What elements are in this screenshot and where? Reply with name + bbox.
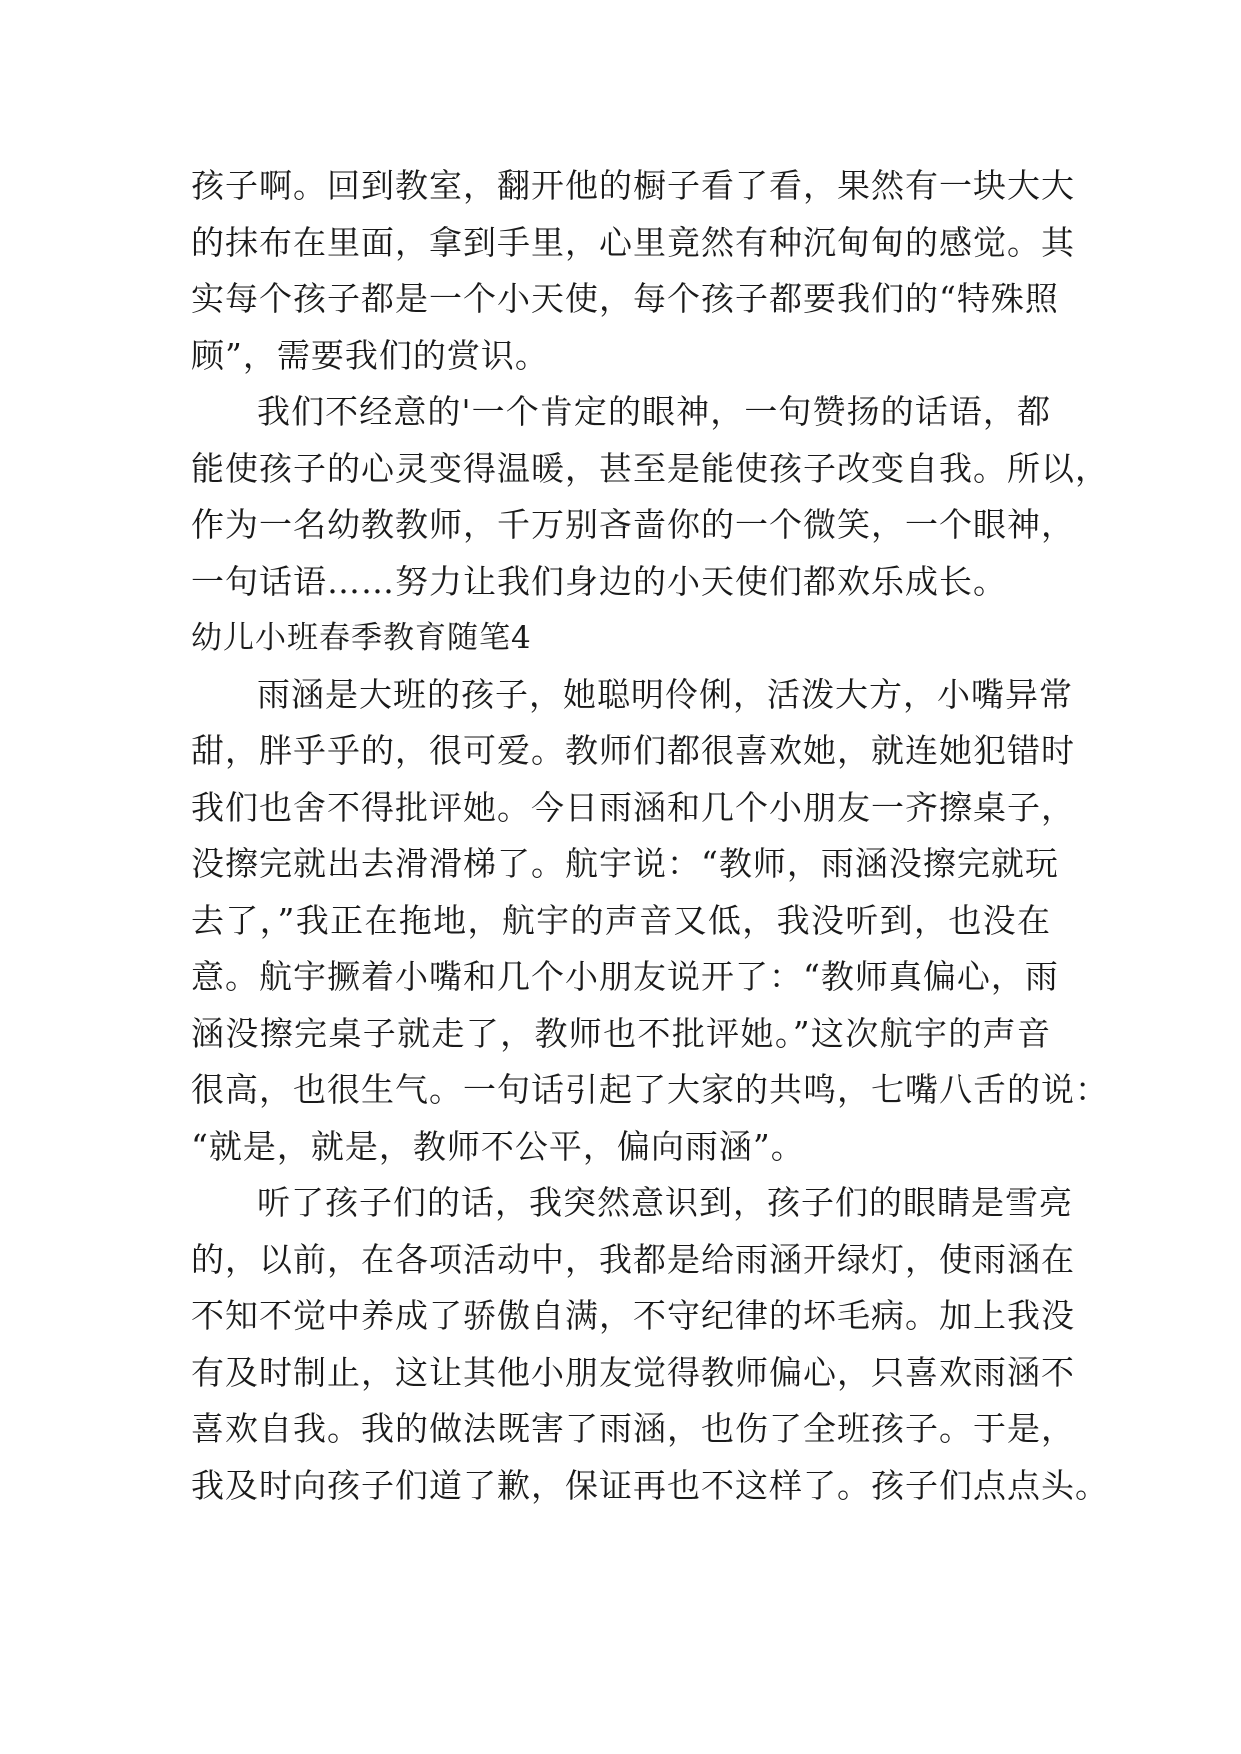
text-line: 甜，胖乎乎的，很可爱。教师们都很喜欢她，就连她犯错时 bbox=[191, 731, 1075, 770]
text-line: 实每个孩子都是一个小天使，每个孩子都要我们的“特殊照 bbox=[191, 279, 1059, 318]
text-line: 我们不经意的'一个肯定的眼神，一句赞扬的话语，都 bbox=[257, 392, 1051, 431]
text-line: 涵没擦完桌子就走了，教师也不批评她。”这次航宇的声音 bbox=[191, 1013, 1051, 1053]
text-line: 能使孩子的心灵变得温暖，甚至是能使孩子改变自我。所以， bbox=[191, 448, 1109, 488]
text-line: 有及时制止，这让其他小朋友觉得教师偏心，只喜欢雨涵不 bbox=[191, 1352, 1075, 1392]
text-line: 我们也舍不得批评她。今日雨涵和几个小朋友一齐擦桌子， bbox=[191, 787, 1075, 827]
document-body bbox=[191, 158, 1109, 1514]
text-line: 不知不觉中养成了骄傲自满，不守纪律的坏毛病。加上我没 bbox=[191, 1296, 1075, 1335]
text-line: 喜欢自我。我的做法既害了雨涵，也伤了全班孩子。于是， bbox=[191, 1409, 1075, 1448]
text-line: 意。航宇撅着小嘴和几个小朋友说开了：“教师真偏心，雨 bbox=[191, 957, 1059, 996]
text-line: 作为一名幼教教师，千万别吝啬你的一个微笑，一个眼神， bbox=[191, 505, 1075, 544]
text-line: 我及时向孩子们道了歉，保证再也不这样了。孩子们点点头。 bbox=[191, 1465, 1109, 1505]
text-line: 雨涵是大班的孩子，她聪明伶俐，活泼大方，小嘴异常 bbox=[257, 674, 1073, 714]
text-line: 孩子啊。回到教室，翻开他的橱子看了看，果然有一块大大 bbox=[191, 166, 1075, 205]
paragraph-3 bbox=[191, 667, 1109, 1176]
text-line: 的，以前，在各项活动中，我都是给雨涵开绿灯，使雨涵在 bbox=[191, 1239, 1075, 1279]
text-line: “就是，就是，教师不公平，偏向雨涵”。 bbox=[191, 1126, 805, 1166]
paragraph-4 bbox=[191, 1175, 1109, 1514]
text-line: 没擦完就出去滑滑梯了。航宇说：“教师，雨涵没擦完就玩 bbox=[191, 844, 1059, 883]
text-line: 听了孩子们的话，我突然意识到，孩子们的眼睛是雪亮 bbox=[257, 1183, 1073, 1222]
section-heading: 幼儿小班春季教育随笔4 bbox=[191, 620, 532, 656]
text-line: 很高，也很生气。一句话引起了大家的共鸣，七嘴八舌的说： bbox=[191, 1070, 1109, 1109]
paragraph-1 bbox=[191, 158, 1075, 384]
text-line: 的抹布在里面，拿到手里，心里竟然有种沉甸甸的感觉。其 bbox=[191, 222, 1075, 262]
text-line: 一句话语……努力让我们身边的小天使们都欢乐成长。 bbox=[191, 561, 1007, 601]
paragraph-2 bbox=[191, 384, 1109, 610]
text-line: 顾”，需要我们的赏识。 bbox=[191, 335, 549, 375]
text-line: 去了，”我正在拖地，航宇的声音又低，我没听到，也没在 bbox=[191, 900, 1051, 940]
